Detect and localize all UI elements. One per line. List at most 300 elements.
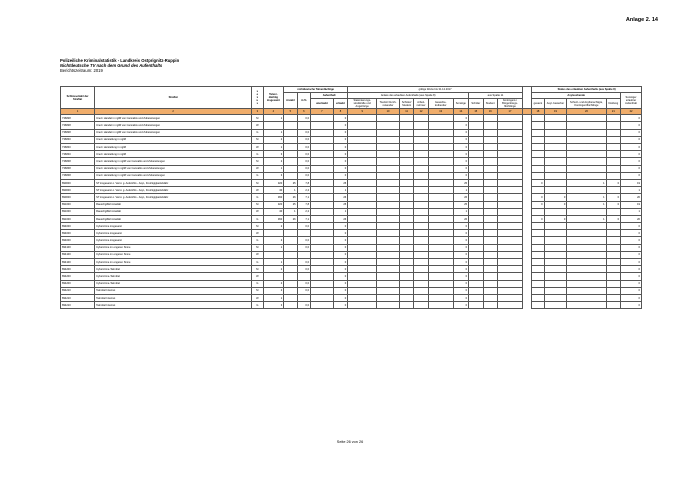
cell-c16 — [483, 215, 497, 222]
cell-c8: 0 — [333, 244, 347, 251]
cell-c12 — [414, 259, 428, 266]
cell-c8: 0 — [333, 223, 347, 230]
cell-straftat: Cybercrime-Tatmittel — [95, 273, 252, 280]
cell-gap — [522, 237, 531, 244]
cell-c20 — [567, 273, 606, 280]
cell-c5 — [284, 223, 297, 230]
cell-c15 — [469, 237, 483, 244]
cell-c16 — [483, 201, 497, 208]
cell-straftat: Unerl. Handel in nglM von Cannabis und Zubereitungen — [95, 115, 252, 122]
table-row — [61, 223, 642, 230]
cell-sexus: G — [252, 129, 263, 136]
cell-c16 — [483, 294, 497, 301]
table-row — [61, 259, 642, 266]
cell-c19 — [544, 208, 567, 215]
cell-c17 — [497, 223, 522, 230]
cell-c9 — [348, 194, 377, 201]
cell-c8: 0 — [333, 172, 347, 179]
cell-c12 — [414, 136, 428, 143]
cell-c20 — [567, 208, 606, 215]
cell-c10 — [377, 201, 400, 208]
cell-c21 — [606, 273, 620, 280]
cell-c9 — [348, 151, 377, 158]
cell-c13 — [428, 172, 453, 179]
header-status: Status des erlaubten Aufenthalts (aus Spalte 8) — [532, 87, 642, 93]
cell-straftat: Cybercrime insgesamt — [95, 237, 252, 244]
cell-c14: 0 — [453, 273, 469, 280]
cell-c18: 0 — [532, 201, 544, 208]
cell-c22: 0 — [621, 251, 642, 258]
cell-c15 — [469, 201, 483, 208]
column-number: 16 — [483, 109, 497, 115]
cell-c14: 0 — [453, 165, 469, 172]
cell-c18 — [532, 266, 544, 273]
header-tv-insgesamt: Tatver- dächtig insgesamt — [263, 87, 284, 109]
cell-c18 — [532, 136, 544, 143]
cell-c20 — [567, 302, 606, 309]
cell-c20 — [567, 280, 606, 287]
cell-c21 — [606, 158, 620, 165]
header-abstand — [522, 87, 531, 109]
cell-sexus: W — [252, 187, 263, 194]
cell-gap — [522, 115, 531, 122]
cell-c11 — [399, 280, 413, 287]
cell-c19: 0 — [544, 201, 567, 208]
column-number: 4 — [263, 109, 284, 115]
cell-schluessel: 894200 — [61, 266, 95, 273]
cell-c19 — [544, 251, 567, 258]
cell-gap — [522, 294, 531, 301]
cell-schluessel: 890000 — [61, 187, 95, 194]
cell-sexus: M — [252, 158, 263, 165]
cell-c15 — [469, 266, 483, 273]
column-number: 5 — [284, 109, 297, 115]
cell-schluessel: 736848 — [61, 158, 95, 165]
cell-c6: 0,0 — [297, 115, 310, 122]
table-row — [61, 273, 642, 280]
cell-straftat: Unerl. Herstellung in nglM — [95, 136, 252, 143]
cell-c22: 20 — [621, 194, 642, 201]
cell-c21: 0 — [606, 201, 620, 208]
table-row — [61, 129, 642, 136]
cell-c11 — [399, 259, 413, 266]
table-row — [61, 302, 642, 309]
cell-c6: 0,0 — [297, 302, 310, 309]
cell-c7 — [311, 244, 334, 251]
cell-c20 — [567, 122, 606, 129]
cell-c14: 1 — [453, 187, 469, 194]
cell-c10 — [377, 144, 400, 151]
cell-c20 — [567, 165, 606, 172]
cell-c5 — [284, 273, 297, 280]
cell-c11 — [399, 237, 413, 244]
cell-c4: 1 — [263, 144, 284, 151]
cell-c10 — [377, 158, 400, 165]
cell-c12 — [414, 179, 428, 186]
cell-c12 — [414, 280, 428, 287]
cell-c4 — [263, 122, 284, 129]
cell-c13 — [428, 223, 453, 230]
cell-c20 — [567, 287, 606, 294]
cell-c6: 0,0 — [297, 280, 310, 287]
cell-c12 — [414, 115, 428, 122]
cell-straftat: Cybercrime im engeren Sinne — [95, 259, 252, 266]
cell-c7 — [311, 230, 334, 237]
cell-c14: 0 — [453, 230, 469, 237]
cell-c21 — [606, 187, 620, 194]
cell-gap — [522, 194, 531, 201]
cell-c16 — [483, 266, 497, 273]
cell-c16 — [483, 136, 497, 143]
cell-c8: 0 — [333, 122, 347, 129]
cell-c19 — [544, 129, 567, 136]
cell-c12 — [414, 129, 428, 136]
cell-c11 — [399, 223, 413, 230]
column-number: 11 — [399, 109, 413, 115]
cell-c9 — [348, 230, 377, 237]
cell-c4: 360 — [263, 194, 284, 201]
table-body — [61, 115, 642, 309]
cell-c11 — [399, 208, 413, 215]
cell-c17 — [497, 259, 522, 266]
cell-straftat: Unerl. Herstellung in nglM — [95, 144, 252, 151]
cell-c18 — [532, 151, 544, 158]
cell-c15 — [469, 136, 483, 143]
cell-c13 — [428, 294, 453, 301]
cell-c18 — [532, 230, 544, 237]
cell-c18 — [532, 223, 544, 230]
cell-c10 — [377, 302, 400, 309]
cell-schluessel: 894100 — [61, 259, 95, 266]
cell-c19 — [544, 165, 567, 172]
cell-c5: 26 — [284, 194, 297, 201]
cell-c19 — [544, 273, 567, 280]
cell-sexus: G — [252, 259, 263, 266]
cell-straftat: Cybercrime insgesamt — [95, 223, 252, 230]
cell-c17 — [497, 165, 522, 172]
cell-c13 — [428, 259, 453, 266]
cell-c15 — [469, 165, 483, 172]
cell-gap — [522, 280, 531, 287]
cell-c5 — [284, 151, 297, 158]
cell-c12 — [414, 165, 428, 172]
cell-c4: 1 — [263, 115, 284, 122]
table-row — [61, 294, 642, 301]
cell-gap — [522, 165, 531, 172]
cell-c18 — [532, 244, 544, 251]
cell-c7 — [311, 187, 334, 194]
cell-c9 — [348, 115, 377, 122]
cell-c13 — [428, 129, 453, 136]
cell-c14: 0 — [453, 122, 469, 129]
cell-c17 — [497, 194, 522, 201]
cell-c20 — [567, 244, 606, 251]
cell-c21 — [606, 294, 620, 301]
cell-sexus: W — [252, 122, 263, 129]
table-row — [61, 194, 642, 201]
cell-c16 — [483, 237, 497, 244]
cell-c4: 2 — [263, 280, 284, 287]
cell-c19 — [544, 187, 567, 194]
cell-gap — [522, 208, 531, 215]
cell-sexus: G — [252, 151, 263, 158]
cell-c18 — [532, 129, 544, 136]
cell-c6: 0,0 — [297, 172, 310, 179]
cell-c18 — [532, 144, 544, 151]
cell-straftat: Cybercrime insgesamt — [95, 230, 252, 237]
cell-c10 — [377, 266, 400, 273]
cell-gap — [522, 201, 531, 208]
cell-c17 — [497, 172, 522, 179]
cell-straftat: ST insgesamt o. Verst. g. AufenthG - Asyl-, FreizügigkeitsG/EU — [95, 187, 252, 194]
cell-c16 — [483, 230, 497, 237]
cell-c13 — [428, 201, 453, 208]
cell-c14: 0 — [453, 280, 469, 287]
cell-c13 — [428, 273, 453, 280]
cell-c22: 0 — [621, 237, 642, 244]
header-in-prozent: in % — [297, 93, 310, 109]
cell-c22: 0 — [621, 151, 642, 158]
cell-c7 — [311, 136, 334, 143]
cell-schluessel: 894200 — [61, 273, 95, 280]
cell-c6: 0,0 — [297, 144, 310, 151]
cell-c4: 2 — [263, 266, 284, 273]
cell-c18 — [532, 280, 544, 287]
cell-c11 — [399, 165, 413, 172]
cell-c22: 0 — [621, 136, 642, 143]
cell-c6: 0,0 — [297, 129, 310, 136]
cell-c9 — [348, 122, 377, 129]
cell-schluessel: 894000 — [61, 223, 95, 230]
cell-c7 — [311, 208, 334, 215]
table-row — [61, 172, 642, 179]
cell-c22: 0 — [621, 244, 642, 251]
cell-c13 — [428, 115, 453, 122]
header-sexus-text: s e x u s — [256, 90, 259, 106]
cell-c9 — [348, 136, 377, 143]
cell-c13 — [428, 187, 453, 194]
cell-c4: 3 — [263, 302, 284, 309]
cell-c15 — [469, 273, 483, 280]
cell-c12 — [414, 151, 428, 158]
cell-c5 — [284, 129, 297, 136]
cell-straftat: Rauschgiftkriminalität — [95, 215, 252, 222]
cell-c8: 0 — [333, 287, 347, 294]
cell-c9 — [348, 129, 377, 136]
cell-schluessel: 736828 — [61, 122, 95, 129]
cell-c12 — [414, 294, 428, 301]
cell-c14: 25 — [453, 179, 469, 186]
cell-c5 — [284, 144, 297, 151]
cell-straftat: Tatmittel Internet — [95, 302, 252, 309]
cell-c8: 25 — [333, 201, 347, 208]
header-anlass: Anlass des erlaubten Aufenthalts (aus Spalte 8) — [348, 93, 469, 99]
cell-c8: 0 — [333, 129, 347, 136]
cell-c13 — [428, 136, 453, 143]
cell-c20: 1 — [567, 201, 606, 208]
cell-c7 — [311, 215, 334, 222]
cell-c19 — [544, 179, 567, 186]
cell-c4: 360 — [263, 215, 284, 222]
cell-schluessel: 894000 — [61, 230, 95, 237]
cell-c10 — [377, 165, 400, 172]
cell-schluessel: 891000 — [61, 201, 95, 208]
cell-c10 — [377, 287, 400, 294]
cell-c8: 0 — [333, 273, 347, 280]
cell-c8: 1 — [333, 208, 347, 215]
table-row — [61, 144, 642, 151]
cell-c8: 0 — [333, 144, 347, 151]
cell-c17 — [497, 136, 522, 143]
cell-c10 — [377, 151, 400, 158]
table-row — [61, 151, 642, 158]
cell-c4: 1 — [263, 294, 284, 301]
column-number: 15 — [469, 109, 483, 115]
cell-c8: 0 — [333, 251, 347, 258]
cell-c9 — [348, 144, 377, 151]
cell-c7 — [311, 165, 334, 172]
cell-c8: 0 — [333, 280, 347, 287]
cell-c14: 1 — [453, 208, 469, 215]
cell-c7 — [311, 151, 334, 158]
cell-c20 — [567, 266, 606, 273]
cell-c13 — [428, 237, 453, 244]
cell-schluessel: 736848 — [61, 165, 95, 172]
cell-gap — [522, 223, 531, 230]
cell-sexus: W — [252, 165, 263, 172]
page-footer: Seite 26 von 26 — [336, 440, 364, 444]
cell-c14: 0 — [453, 172, 469, 179]
cell-gap — [522, 251, 531, 258]
cell-c5 — [284, 294, 297, 301]
cell-c5 — [284, 172, 297, 179]
cell-c16 — [483, 244, 497, 251]
cell-c8: 0 — [333, 294, 347, 301]
cell-c22: 0 — [621, 273, 642, 280]
column-number: 6 — [297, 109, 310, 115]
cell-c19 — [544, 115, 567, 122]
cell-c8: 0 — [333, 266, 347, 273]
cell-c5 — [284, 266, 297, 273]
cell-c18 — [532, 172, 544, 179]
cell-gap — [522, 259, 531, 266]
cell-c10 — [377, 179, 400, 186]
cell-c10 — [377, 122, 400, 129]
cell-c14: 0 — [453, 251, 469, 258]
header-asylsuchende: Asylsuchende — [532, 93, 621, 99]
cell-sexus: M — [252, 223, 263, 230]
cell-c4: 2 — [263, 158, 284, 165]
cell-schluessel: 894210 — [61, 294, 95, 301]
cell-c6: 0,0 — [297, 259, 310, 266]
cell-c16 — [483, 151, 497, 158]
cell-c15 — [469, 259, 483, 266]
cell-c20 — [567, 237, 606, 244]
cell-c21 — [606, 302, 620, 309]
cell-c20 — [567, 115, 606, 122]
cell-straftat: Unerl. Herstellung in nglM — [95, 151, 252, 158]
cell-c19: 0 — [544, 194, 567, 201]
cell-sexus: G — [252, 215, 263, 222]
cell-schluessel: 736840 — [61, 144, 95, 151]
cell-c9 — [348, 259, 377, 266]
cell-c8: 26 — [333, 215, 347, 222]
cell-c11 — [399, 136, 413, 143]
cell-c21 — [606, 208, 620, 215]
cell-c7 — [311, 194, 334, 201]
cell-schluessel: 894200 — [61, 280, 95, 287]
cell-c22: 0 — [621, 165, 642, 172]
cell-c9 — [348, 251, 377, 258]
cell-schluessel: 736828 — [61, 129, 95, 136]
cell-c9 — [348, 223, 377, 230]
cell-c22: 0 — [621, 294, 642, 301]
cell-c12 — [414, 187, 428, 194]
header-schluessel: Schlüsselzahl der Straftat — [61, 87, 95, 109]
header-unerlaubt: unerlaubt — [311, 99, 334, 109]
cell-gap — [522, 179, 531, 186]
column-number: 13 — [428, 109, 453, 115]
cell-straftat: Unerl. Handel in nglM von Cannabis und Zubereitungen — [95, 129, 252, 136]
cell-c13 — [428, 244, 453, 251]
cell-c10 — [377, 259, 400, 266]
cell-c8: 25 — [333, 179, 347, 186]
cell-c12 — [414, 201, 428, 208]
cell-c18: 0 — [532, 215, 544, 222]
cell-c13 — [428, 151, 453, 158]
cell-c15 — [469, 187, 483, 194]
cell-c10 — [377, 215, 400, 222]
cell-c8: 0 — [333, 302, 347, 309]
cell-c14: 0 — [453, 115, 469, 122]
cell-c6 — [297, 230, 310, 237]
cell-c21: 0 — [606, 215, 620, 222]
cell-c8: 1 — [333, 187, 347, 194]
cell-c12 — [414, 287, 428, 294]
cell-c10 — [377, 230, 400, 237]
cell-c12 — [414, 237, 428, 244]
cell-c9 — [348, 273, 377, 280]
cell-straftat: Rauschgiftkriminalität — [95, 208, 252, 215]
column-number: 7 — [311, 109, 334, 115]
header-stationierung: Stationierungs- streitkräfte und Angehörige — [348, 99, 377, 109]
cell-c11 — [399, 151, 413, 158]
cell-c16 — [483, 165, 497, 172]
cell-c12 — [414, 266, 428, 273]
header-arbeitnehmer: Arbeit- nehmer — [414, 99, 428, 109]
cell-c14: 0 — [453, 287, 469, 294]
cell-c10 — [377, 237, 400, 244]
cell-c13 — [428, 179, 453, 186]
cell-c7 — [311, 179, 334, 186]
cell-gap — [522, 287, 531, 294]
table-row — [61, 237, 642, 244]
header-nichtdeutsche: nichtdeutsche Tatverdächtige — [284, 87, 348, 93]
cell-c6: 0,0 — [297, 158, 310, 165]
cell-c10 — [377, 223, 400, 230]
cell-c15 — [469, 287, 483, 294]
cell-c16 — [483, 302, 497, 309]
cell-c18 — [532, 165, 544, 172]
cell-schluessel: 894000 — [61, 237, 95, 244]
cell-c21 — [606, 287, 620, 294]
cell-c12 — [414, 223, 428, 230]
cell-c12 — [414, 122, 428, 129]
header-sonstiger: Sonstiger erlaubter Aufenthalt — [621, 93, 642, 109]
column-number: 17 — [497, 109, 522, 115]
cell-straftat: Unerl. Herstellung in nglM von Cannabis und Zubereitungen — [95, 158, 252, 165]
cell-c5 — [284, 244, 297, 251]
